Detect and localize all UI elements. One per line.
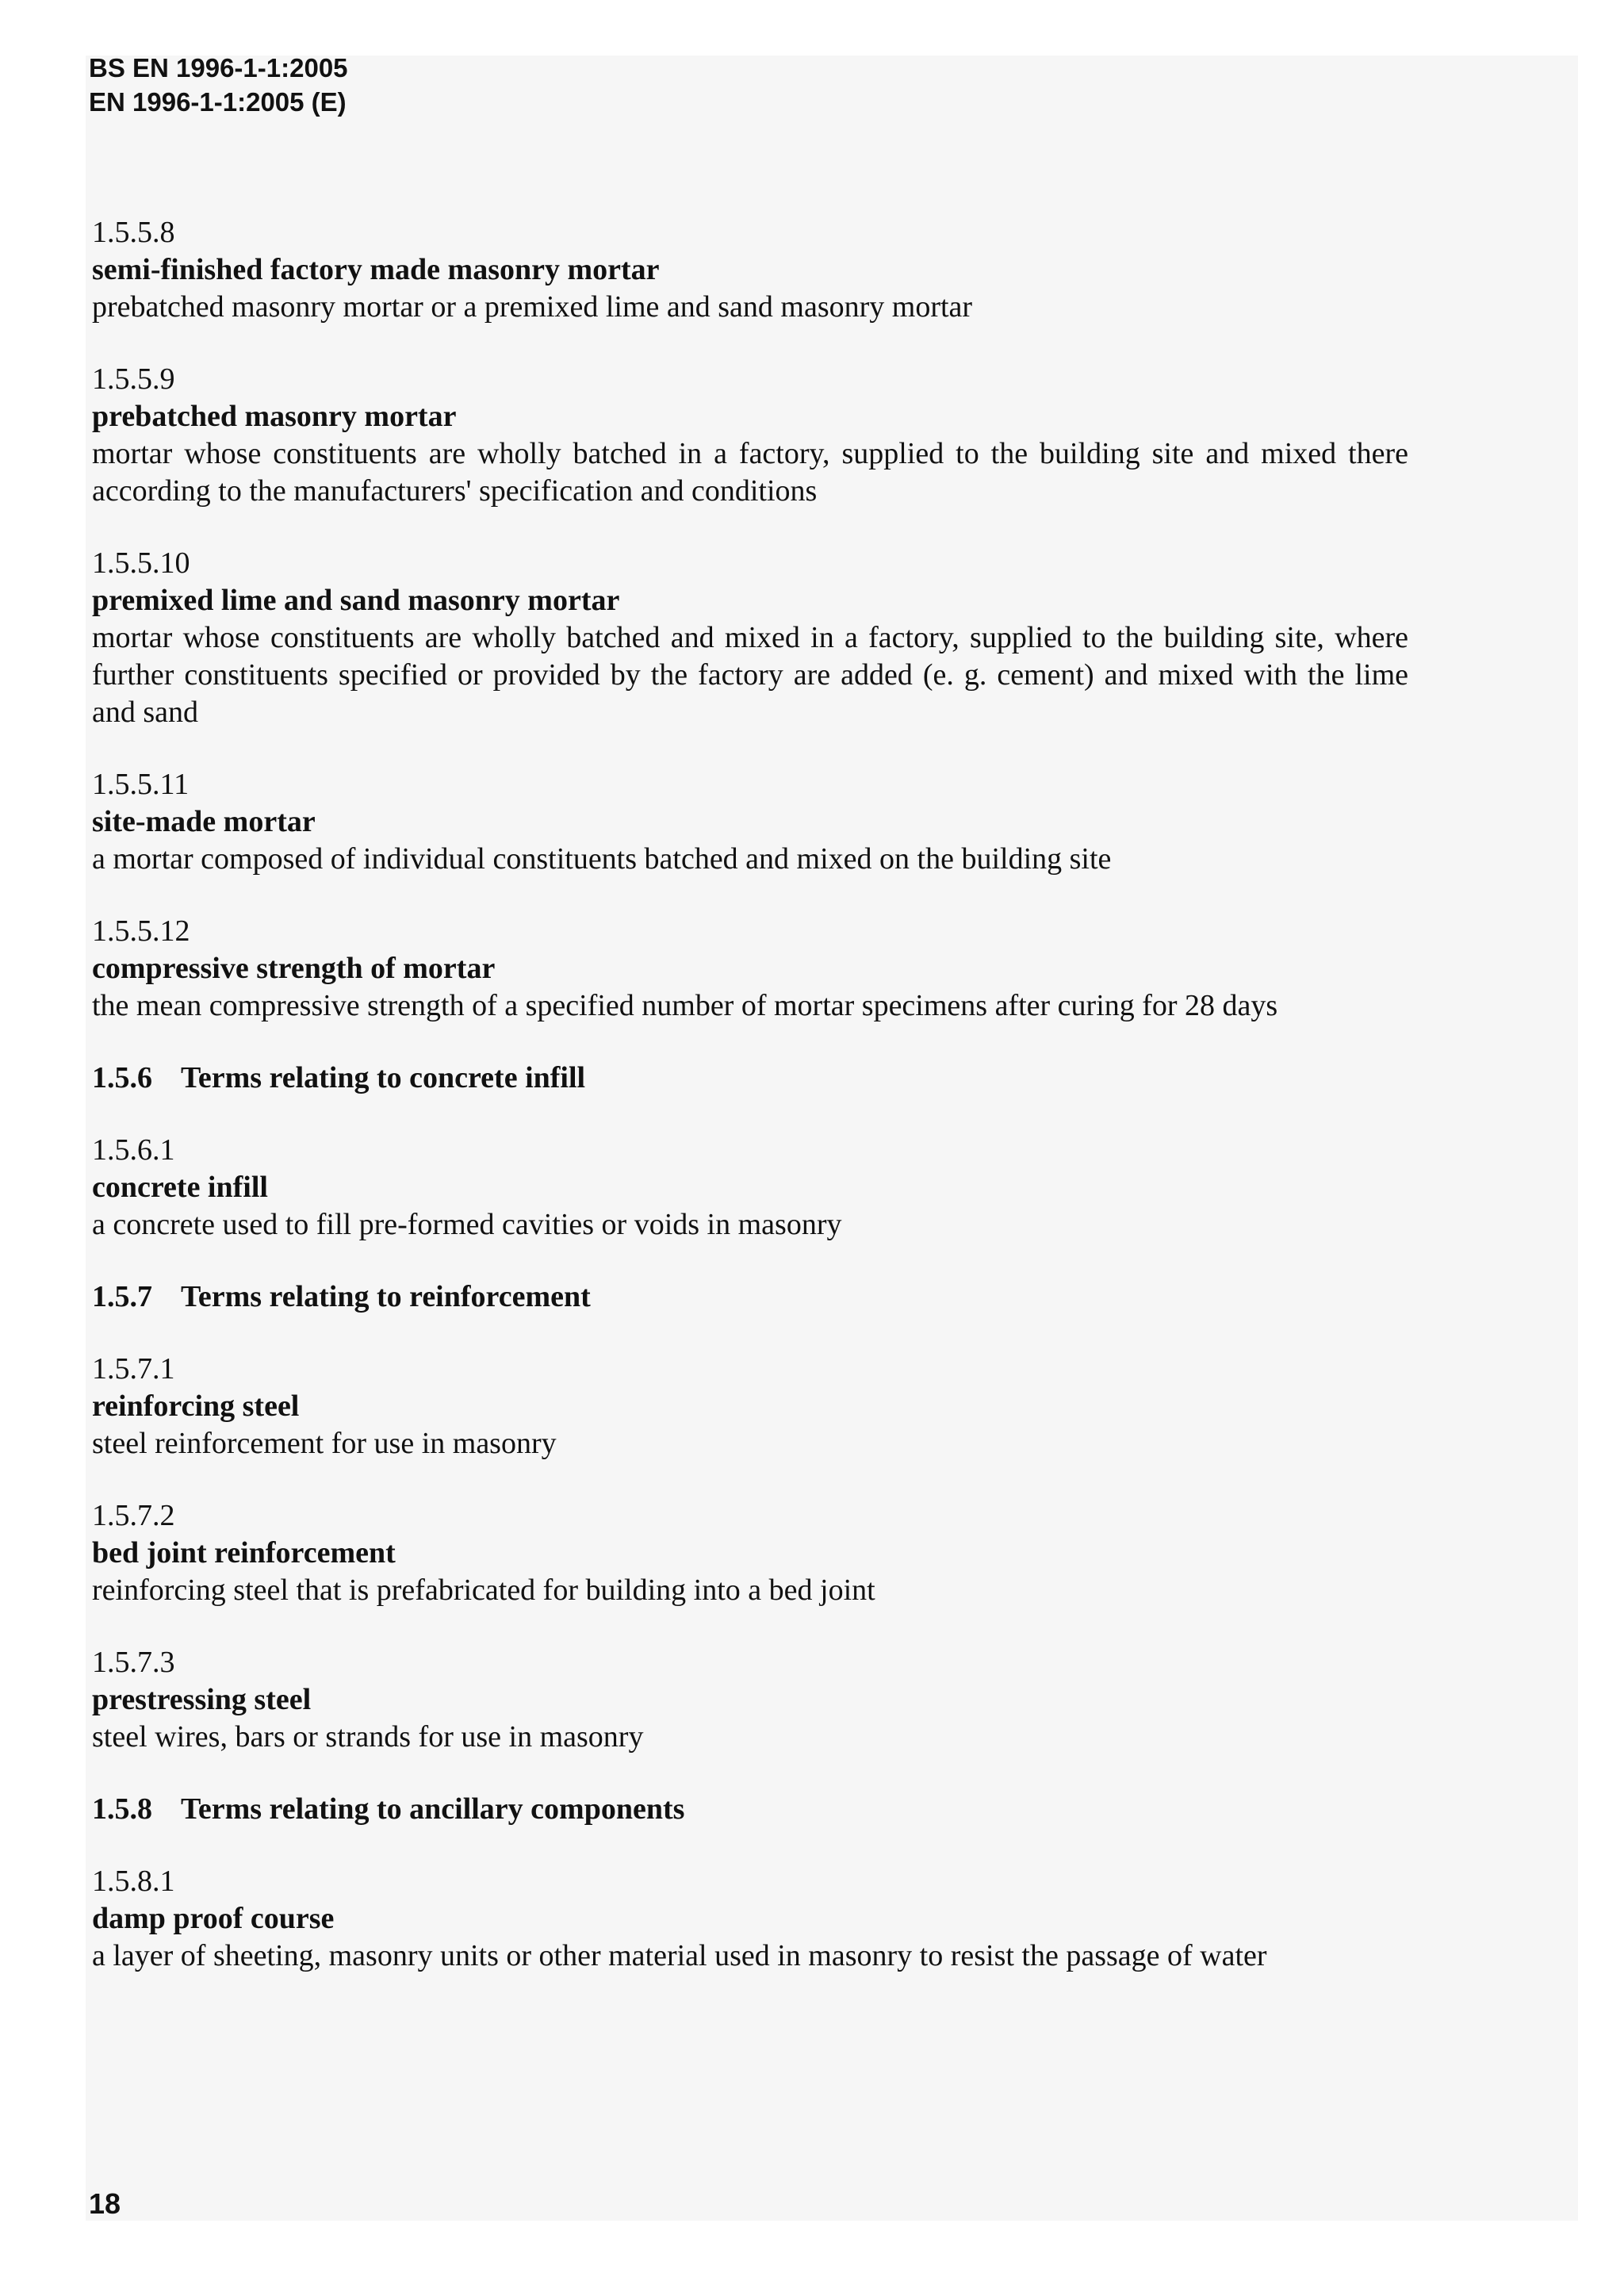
section-title: Terms relating to reinforcement [181,1280,591,1313]
definition-entry [92,361,1408,510]
definition-entry [92,1351,1408,1462]
term-definition: mortar whose constituents are wholly batched in a factory, supplied to the building site and mixed there according to the manufacturers' specification and conditions [92,437,1408,508]
section-number: 1.5.7 [92,1280,152,1313]
section-title: Terms relating to concrete infill [181,1061,586,1094]
clause-number: 1.5.5.10 [92,546,190,580]
term-definition: steel reinforcement for use in masonry [92,1427,557,1460]
section-heading [92,1791,1408,1828]
term-title: concrete infill [92,1171,268,1204]
definition-entry [92,545,1408,731]
definition-entry [92,913,1408,1025]
term-title: prestressing steel [92,1683,312,1716]
term-title: bed joint reinforcement [92,1536,396,1570]
clause-number: 1.5.6.1 [92,1133,175,1167]
clause-number: 1.5.5.11 [92,768,190,801]
definition-entry [92,1644,1408,1756]
definition-entry [92,1497,1408,1609]
section-heading [92,1060,1408,1097]
term-definition: mortar whose constituents are wholly batched and mixed in a factory, supplied to the building site, where further constituents specified or provided by the factory are added (e. g. cement) and mixed with the lime and sand [92,621,1408,729]
term-definition: reinforcing steel that is prefabricated for building into a bed joint [92,1573,875,1607]
definition-entry [92,766,1408,878]
section-number: 1.5.8 [92,1792,152,1826]
clause-number: 1.5.5.8 [92,216,175,249]
clause-number: 1.5.8.1 [92,1865,175,1898]
term-definition: steel wires, bars or strands for use in masonry [92,1720,644,1754]
definition-entry [92,1863,1408,1975]
clause-number: 1.5.5.9 [92,362,175,396]
term-title: compressive strength of mortar [92,952,496,985]
term-title: site-made mortar [92,805,316,838]
section-heading [92,1278,1408,1316]
section-number: 1.5.6 [92,1061,152,1094]
term-title: prebatched masonry mortar [92,400,457,433]
standard-code: BS EN 1996-1-1:2005 [89,53,348,82]
clause-number: 1.5.7.2 [92,1499,175,1532]
standard-code-european: EN 1996-1-1:2005 (E) [89,87,347,117]
term-title: reinforcing steel [92,1389,300,1423]
term-definition: prebatched masonry mortar or a premixed lime and sand masonry mortar [92,290,973,324]
term-definition: a concrete used to fill pre-formed cavities or voids in masonry [92,1208,842,1241]
term-definition: a mortar composed of individual constituents batched and mixed on the building site [92,842,1112,876]
definition-entry [92,1132,1408,1244]
term-title: premixed lime and sand masonry mortar [92,584,620,617]
term-definition: a layer of sheeting, masonry units or other material used in masonry to resist the passage of water [92,1939,1267,1972]
clause-number: 1.5.7.3 [92,1646,175,1679]
document-body [92,214,1408,2010]
term-title: damp proof course [92,1902,335,1935]
term-title: semi-finished factory made masonry mortar [92,253,660,286]
clause-number: 1.5.7.1 [92,1352,175,1386]
section-title: Terms relating to ancillary components [181,1792,685,1826]
clause-number: 1.5.5.12 [92,914,190,948]
definition-entry [92,214,1408,326]
page-number: 18 [89,2187,121,2220]
term-definition: the mean compressive strength of a specified number of mortar specimens after curing for 28 days [92,989,1278,1022]
